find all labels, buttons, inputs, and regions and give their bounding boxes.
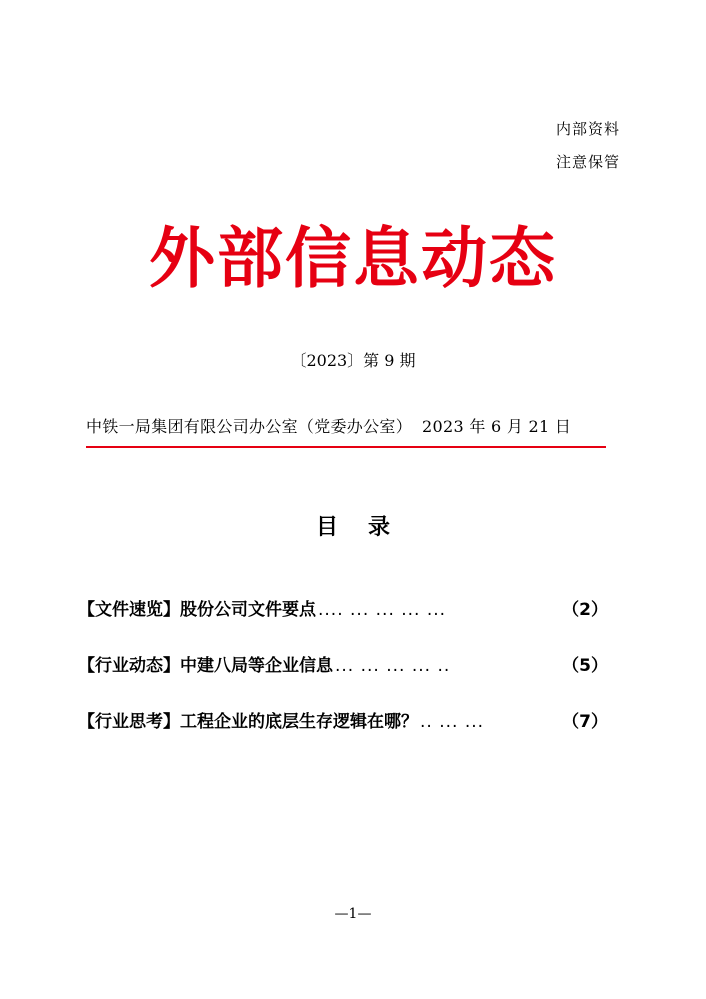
issue-date: 2023 年 6 月 21 日 — [422, 417, 572, 436]
toc-category: 【文件速览】 — [78, 600, 180, 620]
toc-page-ref: （7） — [562, 712, 608, 732]
toc-entry-title: 工程企业的底层生存逻辑在哪？ — [180, 712, 418, 732]
toc-item-industry-news[interactable] — [78, 651, 608, 707]
classification-internal: 内部资料 — [555, 120, 620, 138]
toc-heading-char: 录 — [368, 515, 391, 540]
toc-heading — [0, 510, 706, 541]
table-of-contents — [78, 595, 608, 763]
toc-category: 【行业思考】 — [78, 712, 180, 732]
toc-category: 【行业动态】 — [78, 656, 180, 676]
toc-leader-dots: .... ... ... ... ... — [318, 600, 447, 620]
classification-keep-safe: 注意保管 — [555, 153, 620, 171]
toc-item-industry-thinking[interactable] — [78, 707, 608, 763]
toc-entry-title: 股份公司文件要点 — [180, 600, 316, 620]
toc-page-ref: （2） — [562, 600, 608, 620]
issuer-line — [86, 414, 571, 437]
masthead-title: 外部信息动态 — [149, 220, 557, 297]
toc-leader-dots: .. ... ... — [420, 712, 485, 732]
toc-leader-dots: ... ... ... ... .. — [335, 656, 451, 676]
toc-page-ref: （5） — [562, 656, 608, 676]
red-divider — [86, 446, 606, 448]
issuer-name: 中铁一局集团有限公司办公室（党委办公室） — [86, 417, 413, 436]
issue-number: 〔2023〕第 9 期 — [290, 351, 416, 370]
page-number: —1— — [334, 906, 372, 922]
toc-entry-title: 中建八局等企业信息 — [180, 656, 333, 676]
toc-item-file-digest[interactable] — [78, 595, 608, 651]
toc-heading-char: 目 — [315, 515, 338, 540]
